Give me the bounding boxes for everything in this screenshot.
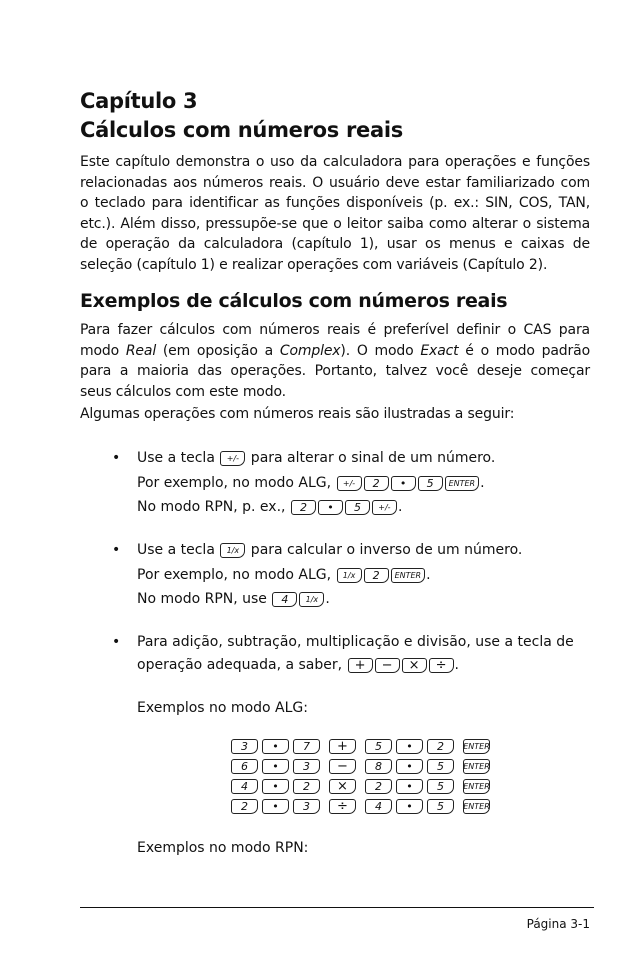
digit-5-key-icon: 5 xyxy=(427,779,454,794)
bullet2-line1: Use a tecla 1/x para calcular o inverso de um número. xyxy=(137,542,523,558)
section-line: Para fazer cálculos com números reais é preferível definir o CAS para xyxy=(80,322,590,338)
digit-2-key-icon: 2 xyxy=(291,500,316,515)
decimal-key-icon: • xyxy=(262,779,289,794)
bullet-mark: • xyxy=(112,450,121,466)
bullet-mark: • xyxy=(112,542,121,558)
digit-5-key-icon: 5 xyxy=(418,476,443,491)
digit-3-key-icon: 3 xyxy=(293,799,320,814)
decimal-key-icon: • xyxy=(396,759,423,774)
bullet2-line2: Por exemplo, no modo ALG, 1/x 2 ENTER . xyxy=(137,567,431,583)
intro-paragraph xyxy=(80,152,590,276)
digit-2-key-icon: 2 xyxy=(231,799,258,814)
enter-key-icon: ENTER xyxy=(391,568,426,583)
section-line: modo Real (em oposição a Complex). O modo Exact é o modo padrão xyxy=(80,342,590,359)
digit-2-key-icon: 2 xyxy=(365,779,392,794)
bullet3-line2: operação adequada, a saber, + − × ÷ . xyxy=(137,657,459,673)
keystroke-row xyxy=(230,796,493,816)
decimal-key-icon: • xyxy=(262,759,289,774)
divide-key-icon: ÷ xyxy=(329,799,356,814)
rpn-examples-heading: Exemplos no modo RPN: xyxy=(137,840,309,856)
enter-key-icon: ENTER xyxy=(463,799,490,814)
section-paragraph xyxy=(80,320,590,402)
decimal-key-icon: • xyxy=(396,739,423,754)
intro-line: de operação da calculadora (capítulo 1), usar os menus e caixas de xyxy=(80,236,590,253)
digit-4-key-icon: 4 xyxy=(231,779,258,794)
bullet3-line1: Para adição, subtração, multiplicação e divisão, use a tecla de xyxy=(137,634,574,650)
footer-divider xyxy=(80,907,594,908)
bullet-mark: • xyxy=(112,634,121,650)
intro-line: o teclado para identificar as funções disponíveis (p. ex.: SIN, COS, TAN, xyxy=(80,195,590,212)
decimal-key-icon: • xyxy=(262,799,289,814)
times-key-icon: × xyxy=(329,779,356,794)
digit-2-key-icon: 2 xyxy=(364,568,389,583)
digit-5-key-icon: 5 xyxy=(427,759,454,774)
enter-key-icon: ENTER xyxy=(463,739,490,754)
section-line: seus cálculos com este modo. xyxy=(80,383,286,400)
decimal-key-icon: • xyxy=(318,500,343,515)
digit-2-key-icon: 2 xyxy=(293,779,320,794)
alg-examples-heading: Exemplos no modo ALG: xyxy=(137,700,308,716)
enter-key-icon: ENTER xyxy=(463,779,490,794)
times-key-icon: × xyxy=(402,658,427,673)
digit-2-key-icon: 2 xyxy=(427,739,454,754)
section-title: Exemplos de cálculos com números reais xyxy=(80,290,508,312)
keystroke-row xyxy=(230,776,493,796)
decimal-key-icon: • xyxy=(262,739,289,754)
chs-key-icon: +/- xyxy=(372,500,397,515)
intro-line: Este capítulo demonstra o uso da calculadora para operações e funções xyxy=(80,154,590,170)
plus-key-icon: + xyxy=(329,739,356,754)
bullet2-line3: No modo RPN, use 4 1/x . xyxy=(137,591,330,607)
decimal-key-icon: • xyxy=(391,476,416,491)
plus-key-icon: + xyxy=(348,658,373,673)
digit-6-key-icon: 6 xyxy=(231,759,258,774)
enter-key-icon: ENTER xyxy=(463,759,490,774)
keystroke-row xyxy=(230,756,493,776)
intro-line: etc.). Além disso, pressupõe-se que o leitor saiba como alterar o sistema xyxy=(80,215,590,232)
bullet1-line2: Por exemplo, no modo ALG, +/- 2 • 5 ENTER . xyxy=(137,475,485,491)
digit-4-key-icon: 4 xyxy=(272,592,297,607)
intro-line: seleção (capítulo 1) e realizar operações com variáveis (Capítulo 2). xyxy=(80,256,548,273)
chs-key-icon: +/- xyxy=(337,476,362,491)
page-number: Página 3-1 xyxy=(526,917,590,931)
digit-8-key-icon: 8 xyxy=(365,759,392,774)
minus-key-icon: − xyxy=(375,658,400,673)
digit-5-key-icon: 5 xyxy=(427,799,454,814)
keystroke-row xyxy=(230,736,493,756)
digit-7-key-icon: 7 xyxy=(293,739,320,754)
digit-5-key-icon: 5 xyxy=(345,500,370,515)
decimal-key-icon: • xyxy=(396,799,423,814)
chapter-label: Capítulo 3 xyxy=(80,89,198,113)
divide-key-icon: ÷ xyxy=(429,658,454,673)
alg-examples-keystrokes xyxy=(230,736,493,816)
inverse-key-icon: 1/x xyxy=(220,543,245,558)
section-line: para a maioria das operações. Portanto, talvez você deseje começar xyxy=(80,363,590,380)
bullet1-line1: Use a tecla +/- para alterar o sinal de um número. xyxy=(137,450,496,466)
minus-key-icon: − xyxy=(329,759,356,774)
inverse-key-icon: 1/x xyxy=(337,568,362,583)
bullet1-line3: No modo RPN, p. ex., 2 • 5 +/- . xyxy=(137,499,403,515)
decimal-key-icon: • xyxy=(396,779,423,794)
digit-3-key-icon: 3 xyxy=(231,739,258,754)
digit-5-key-icon: 5 xyxy=(365,739,392,754)
inverse-key-icon: 1/x xyxy=(299,592,324,607)
enter-key-icon: ENTER xyxy=(445,476,480,491)
digit-3-key-icon: 3 xyxy=(293,759,320,774)
digit-2-key-icon: 2 xyxy=(364,476,389,491)
intro-line: relacionadas aos números reais. O usuário deve estar familiarizado com xyxy=(80,174,590,191)
chs-key-icon: +/- xyxy=(220,451,245,466)
chapter-title: Cálculos com números reais xyxy=(80,118,403,142)
section-intro-line: Algumas operações com números reais são ilustradas a seguir: xyxy=(80,406,515,422)
digit-4-key-icon: 4 xyxy=(365,799,392,814)
